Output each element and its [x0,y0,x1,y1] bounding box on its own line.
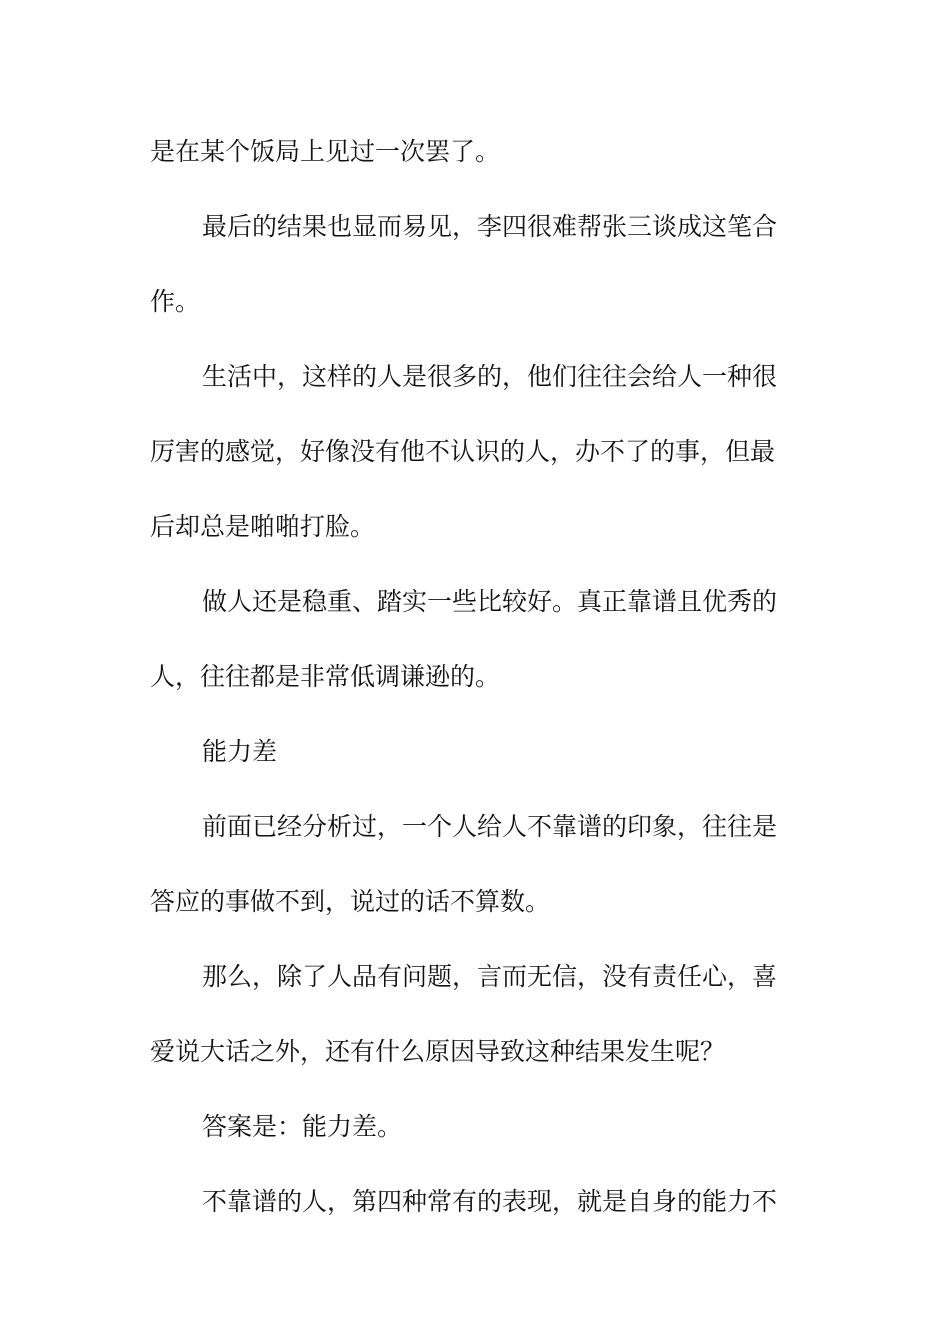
text-line: 作。 [150,287,201,316]
section-heading: 能力差 [202,737,278,766]
text-line: 后却总是啪啪打脸。 [150,512,376,541]
text-line: 生活中，这样的人是很多的，他们往往会给人一种很 [202,362,778,391]
text-line: 答案是：能力差。 [202,1112,403,1141]
text-line: 前面已经分析过，一个人给人不靠谱的印象，往往是 [202,812,778,841]
text-line: 不靠谱的人，第四种常有的表现，就是自身的能力不 [202,1187,778,1216]
text-line: 那么，除了人品有问题，言而无信，没有责任心，喜 [202,962,778,991]
text-line: 答应的事做不到，说过的话不算数。 [150,887,551,916]
text-line: 最后的结果也显而易见，李四很难帮张三谈成这笔合 [202,212,778,241]
text-line: 是在某个饭局上见过一次罢了。 [150,137,501,166]
text-line: 爱说大话之外，还有什么原因导致这种结果发生呢？ [150,1037,726,1066]
text-line: 厉害的感觉，好像没有他不认识的人，办不了的事，但最 [150,437,776,466]
text-line: 做人还是稳重、踏实一些比较好。真正靠谱且优秀的 [202,587,778,616]
text-line: 人，往往都是非常低调谦逊的。 [150,662,501,691]
document-body [150,128,800,1253]
